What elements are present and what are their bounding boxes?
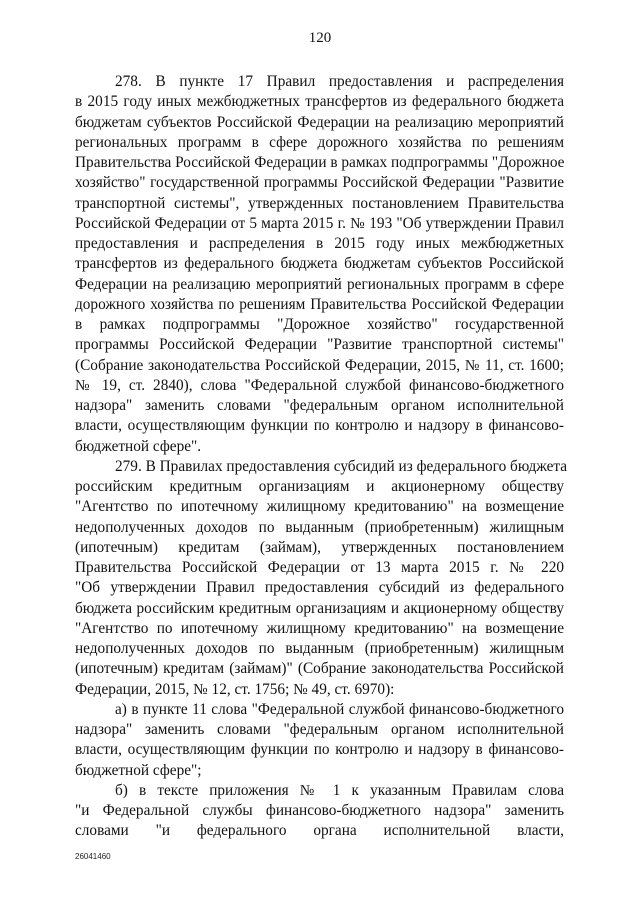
document-body: [75, 72, 568, 842]
text-line: трансфертов из федерального бюджета бюджетам субъектов Российской: [75, 255, 564, 273]
text-line: 279. В Правилах предоставления субсидий из федерального бюджета: [115, 457, 568, 475]
text-line: хозяйство" государственной программы Российской Федерации "Развитие: [75, 174, 564, 192]
text-line: надзора" заменить словами "федеральным органом исполнительной: [75, 721, 564, 738]
text-line: власти, осуществляющим функции по контролю и надзору в финансово-: [75, 741, 564, 759]
text-line: в рамках подпрограммы "Дорожное хозяйство" государственной: [75, 316, 564, 333]
text-line: Федерации, 2015, № 12, ст. 1756; № 49, ст. 6970):: [75, 680, 395, 698]
text-line: (ипотечным) кредитам (займам)" (Собрание законодательства Российской: [75, 660, 564, 678]
text-line: в 2015 году иных межбюджетных трансфертов из федерального бюджета: [75, 93, 564, 111]
document-code: 26041460: [75, 852, 111, 861]
page-number: 120: [308, 30, 332, 46]
text-line: "Об утверждении Правил предоставления субсидий из федерального: [75, 579, 564, 597]
text-line: Правительства Российской Федерации в рамках подпрограммы "Дорожное: [75, 154, 565, 171]
text-line: № 19, ст. 2840), слова "Федеральной службой финансово-бюджетного: [75, 376, 564, 394]
text-line: (Собрание законодательства Российской Федерации, 2015, № 11, ст. 1600;: [75, 356, 564, 374]
text-line: словами "и федерального органа исполнительной власти,: [75, 822, 564, 840]
text-line: предоставления и распределения в 2015 году иных межбюджетных: [75, 235, 564, 252]
text-line: дорожного хозяйства по решениям Правительства Российской Федерации: [75, 295, 564, 313]
text-line: бюджетной сфере";: [75, 761, 202, 779]
text-line: 278. В пункте 17 Правил предоставления и распределения: [115, 73, 564, 90]
text-line: программы Российской Федерации "Развитие транспортной системы": [75, 336, 564, 354]
text-line: "Агентство по ипотечному жилищному кредитованию" на возмещение: [75, 498, 564, 516]
text-line: надзора" заменить словами "федеральным органом исполнительной: [75, 397, 564, 414]
text-line: недополученных доходов по выданным (приобретенным) жилищным: [75, 640, 564, 657]
text-line: бюджетам субъектов Российской Федерации на реализацию мероприятий: [75, 113, 564, 131]
text-line: Федерации на реализацию мероприятий региональных программ в сфере: [75, 275, 564, 293]
text-line: бюджетной сфере".: [75, 437, 202, 455]
text-line: "Агентство по ипотечному жилищному кредитованию" на возмещение: [75, 619, 564, 637]
text-line: а) в пункте 11 слова "Федеральной службой финансово-бюджетного: [115, 700, 564, 718]
text-line: власти, осуществляющим функции по контролю и надзору в финансово-: [75, 417, 564, 435]
text-line: бюджета российским кредитным организациям и акционерному обществу: [75, 599, 564, 617]
text-line: Правительства Российской Федерации от 13 марта 2015 г. № 220: [75, 559, 564, 576]
text-line: "и Федеральной службы финансово-бюджетного надзора" заменить: [75, 802, 564, 819]
text-line: б) в тексте приложения № 1 к указанным Правилам слова: [115, 781, 564, 799]
text-line: транспортной системы", утвержденных постановлением Правительства: [75, 194, 564, 212]
text-line: недополученных доходов по выданным (приобретенным) жилищным: [75, 518, 564, 536]
text-line: региональных программ в сфере дорожного хозяйства по решениям: [75, 133, 564, 151]
text-line: (ипотечным) кредитам (займам), утвержденных постановлением: [75, 538, 564, 556]
text-line: Российской Федерации от 5 марта 2015 г. № 193 "Об утверждении Правил: [75, 214, 564, 232]
text-line: российским кредитным организациям и акционерному обществу: [75, 478, 564, 495]
